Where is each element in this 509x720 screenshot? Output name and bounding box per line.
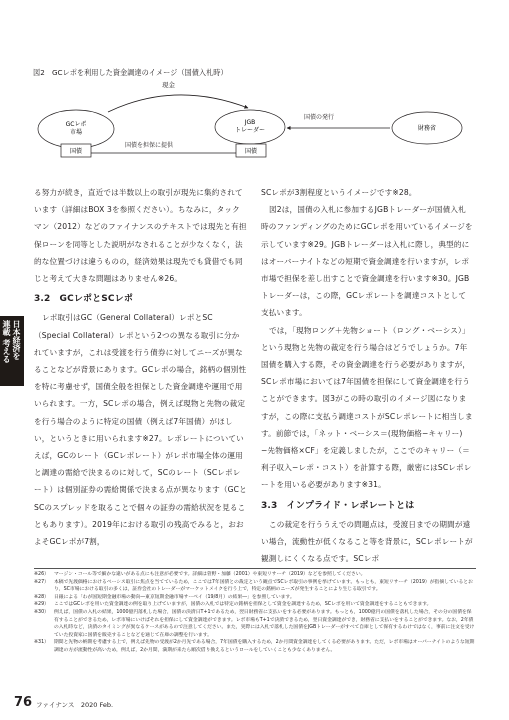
jgb-trader-label-2: トレーダー: [234, 127, 266, 134]
footnote-26: ※26） マージン・コール等で細かな違いがある点にも注意が必要です。詳細は菅野・加藤（2001）や東短リサーチ（2019）などを参照してください。: [34, 572, 366, 577]
right-column: [261, 184, 473, 567]
cash-arrow: [108, 95, 248, 112]
left-paragraph-2: レポ取引はGC（General Collateral）レポとSC（Special Collateral）レポという2つの異なる取引に分かれていますが，これは受渡を行う債券に対してニーズが異なることなどが背景にあります。GCレポの場合，銘柄の個別性を特に考慮せず，国債全般を担保とした資金調達や運用で用いられます。一方，SCレポの場合，例えば現物と先物の裁定を行う場合のように特定の国債（例えば7年国債）がほしい，というときに用いられます※27。レポレートについていえば，GCのレート（GCレポレート）がレポ市場全体の運用と調達の需給で決まるのに対して，SCのレート（SCレポレート）は個別証券の需給関係で決まる点が異なります（GCとSCのスプレッドを取ることで個々の証券の需給状況を見ることもあります）。2019年における取引の残高でみると，おおよそGCレポが7割，: [34, 313, 247, 547]
page-number: 76: [14, 695, 33, 710]
footnote-divider: [34, 568, 476, 569]
series-side-tab: [0, 316, 24, 386]
bond-issue-label: 国債の発行: [304, 114, 335, 121]
footnote-31: ※31） 期間と先物の納期を考慮する上で，例えば先物の受渡が2か月先である場合，7年国債を購入するため，2か月間資金調達をしてくる必要があります。ただ，レポ市場はオーバーナイトのような短期調達の方が流動性が高いため，例えば，2か月間，満期が来たら順次借り換えるというロールをしていくことも少なくありません。: [34, 640, 475, 653]
figure-diagram: [0, 0, 509, 184]
footnotes: [34, 571, 476, 655]
right-paragraph-1: SCレポが3割程度というイメージです※28。: [261, 188, 417, 197]
jgb-trader-label-1: JGB: [244, 119, 256, 126]
cash-label: 現金: [162, 81, 175, 89]
footnote-27: ※27） 本稿で先渡価格におけるベーシス取引に焦点を当てているため，ここでは7年国債との裁定という観点でSCレポ取引の事例を挙げています。もっとも，東短リサーチ（2019）が指摘しているとおり，SC市場における取引の多くは，証券会社のトレーダーがマーケットメイクを行う上で，特定の銘柄のニーズが発生することにより生じる取引です。: [34, 579, 473, 593]
jgb-box-right-label: 国債: [244, 148, 258, 155]
right-paragraph-2: 図2は，国債の入札に参加するJGBトレーダーが国債入札時のファンディングのためにGCレポを用いているイメージを示しています※29。JGBトレーダーは入札に際し，典型的にはオーバーナイトなどの短期で資金調達を行いますが，レポ市場で担保を差し出すことで資金調達を行います※30。JGBトレーダーは，この際，GCレポレートを調達コストとして支払います。: [261, 205, 473, 318]
footnote-29: ※29） ここではGCレポを用いた資金調達の例を取り上げていますが，国債の入札では特定の銘柄を担保として資金を調達するため，SCレポを用いて資金調達をすることもできます。: [34, 602, 432, 608]
magazine-name: ファイナンス 2020 Feb.: [36, 701, 114, 709]
right-paragraph-3: では，「現物ロング＋先物ショート（ロング・ベーシス）」という現物と先物の裁定を行う場合はどうでしょうか。7年国債を購入する際，その資金調達を行う必要がありますが，SCレポ市場においては7年国債を担保にして資金調達を行うことができます。図3がこの時の取引のイメージ図になりますが，この際に支払う調達コストがSCレポレートに相当します。前節では，「ネット・ベーシス＝(現物価格−キャリー)−先物価格×CF」を定義しましたが，ここでのキャリー（＝利子収入−レポ・コスト）を計算する際，厳密にはSCレポレートを用いる必要があります※31。: [261, 325, 473, 490]
gc-repo-market-label-2: 市場: [69, 129, 83, 136]
jgb-box-left-label: 国債: [69, 148, 83, 155]
footnote-30: ※30） 例えば，国債の入札の結果，1000億円落札した場合，国債の決済日T+1であるため，翌日財務省に支払いをする必要があります。もっとも，1000億円の国債を落札した場合，その分の国債を保有することができるため，レポ市場にいけばそれを担保にして資金調達ができます。レポ市場もT+1で決済できるため，翌日資金調達ができ，財務省に支払いをすることができます。なお，2年債の入札時など，決済のタイミングが異なるケースがあるので注意してください。また，実際には入札で落札した国債をJGBトレーダーがすべて自庫として保有するわけではなく，事前に注文を受けていた投資家に国債を販売することなどを通じて在庫の調整を行います。: [34, 609, 475, 638]
section-heading-3-3: 3.3 インプライド・レポレートとは: [261, 500, 415, 511]
side-tab-line-1: 日本経済を: [12, 320, 21, 360]
left-column: [34, 184, 247, 550]
gc-repo-market-label-1: GCレポ: [65, 121, 87, 128]
collateral-label: 国債を担保に提供: [125, 142, 174, 149]
side-tab-line-2: 連載 考える: [2, 320, 11, 363]
left-paragraph-1: る努力が続き，直近では半数以上の取引が現先に集約されています（詳細はBOX 3を参照ください）。ちなみに，タックマン（2012）などのファイナンスのテキストでは現先と有担保ローンを同等とした説明がなされることが少なくなく，法的な位置づけは違うものの，経済効果は現先でも貸借でも同じと考えて大きな問題はありません※26。: [34, 188, 247, 284]
section-heading-3-2: 3.2 GCレポとSCレポ: [34, 294, 133, 305]
figure-title: 図2 GCレポを利用した資金調達のイメージ（国債入札時）: [33, 68, 228, 77]
ministry-of-finance-label: 財務省: [417, 125, 437, 132]
footnote-28: ※28） 日銀による「わが国短期金融市場の動向―東京短期金融市場サーベイ（19/8月）の結果―」を参照しています。: [34, 594, 295, 600]
right-paragraph-4: この裁定を行ううえでの問題点は，受渡日までの期間が遠い場合，流動性が低くなること等を背景に，SCレポレートが観測しにくくなる点です。SCレポ: [261, 519, 473, 564]
